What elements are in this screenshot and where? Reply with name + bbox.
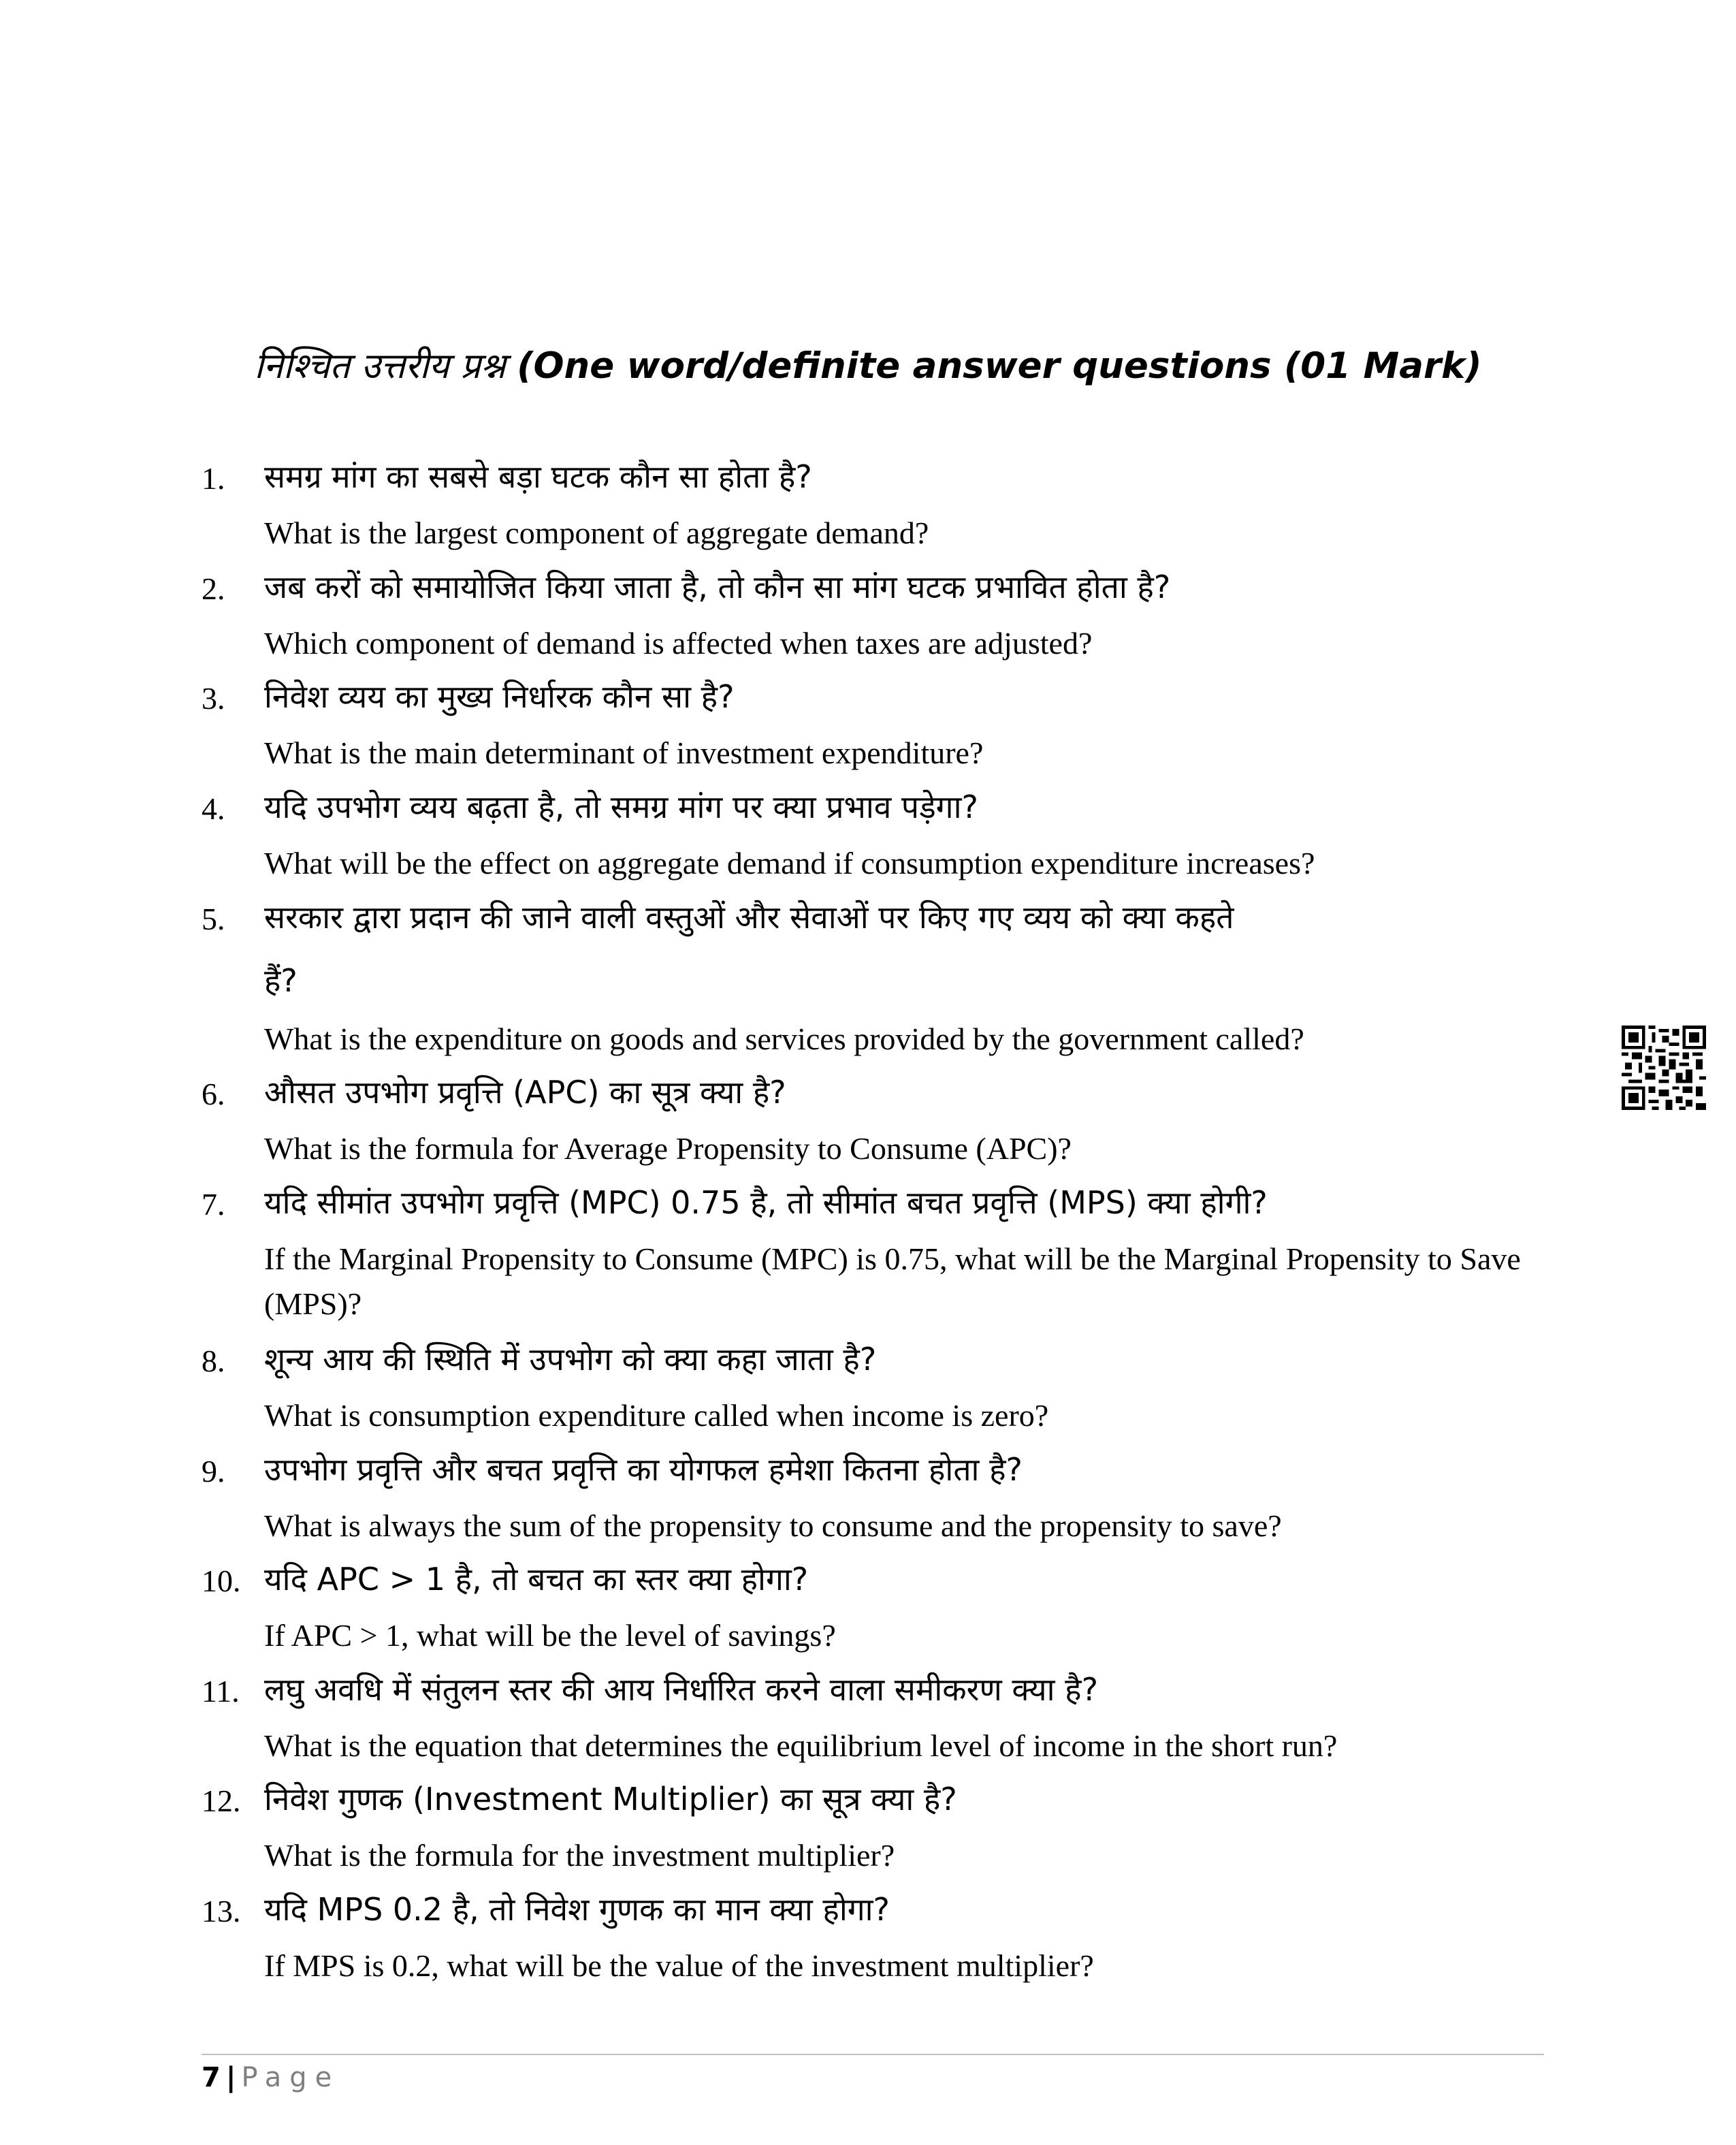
qr-code-icon[interactable] <box>1622 1026 1706 1110</box>
page-footer <box>202 2062 340 2093</box>
question-hindi: शून्य आय की स्थिति में उपभोग को क्या कहा जाता है? <box>264 1341 877 1378</box>
page-number: 7 <box>202 2062 221 2093</box>
question-english: What is the formula for Average Propensity to Consume (APC)? <box>264 1131 1072 1166</box>
question-english: What is the largest component of aggregate demand? <box>264 515 929 550</box>
question-number: 4. <box>202 791 225 826</box>
question-english: If APC > 1, what will be the level of savings? <box>264 1618 836 1653</box>
question-hindi: औसत उपभोग प्रवृत्ति (APC) का सूत्र क्या है? <box>264 1074 786 1111</box>
question-english: What is the equation that determines the equilibrium level of income in the short run? <box>264 1728 1338 1763</box>
question-number: 11. <box>202 1674 240 1709</box>
page-label: Page <box>241 2062 340 2093</box>
question-number: 8. <box>202 1344 225 1378</box>
question-english: What is the main determinant of investment expenditure? <box>264 735 984 770</box>
question-english: What is always the sum of the propensity to consume and the propensity to save? <box>264 1508 1282 1543</box>
question-hindi: यदि सीमांत उपभोग प्रवृत्ति (MPC) 0.75 है, तो सीमांत बचत प्रवृत्ति (MPS) क्या होगी? <box>264 1184 1268 1221</box>
question-hindi: समग्र मांग का सबसे बड़ा घटक कौन सा होता है? <box>264 458 812 495</box>
question-english: What is the formula for the investment multiplier? <box>264 1838 895 1873</box>
question-hindi: जब करों को समायोजित किया जाता है, तो कौन सा मांग घटक प्रभावित होता है? <box>264 569 1171 605</box>
page-heading <box>0 340 1736 389</box>
heading-english: (One word/definite answer questions (01 Mark) <box>517 345 1482 387</box>
question-hindi: यदि उपभोग व्यय बढ़ता है, तो समग्र मांग पर क्या प्रभाव पड़ेगा? <box>264 789 978 825</box>
question-number: 6. <box>202 1077 225 1111</box>
question-number: 3. <box>202 681 225 716</box>
heading-hindi: निश्चित उत्तरीय प्रश्न <box>254 346 517 387</box>
question-number: 12. <box>202 1783 241 1818</box>
question-number: 7. <box>202 1187 225 1222</box>
question-number: 1. <box>202 461 225 496</box>
question-number: 10. <box>202 1563 241 1598</box>
question-hindi-continued: हैं? <box>264 962 298 999</box>
question-english: Which component of demand is affected when taxes are adjusted? <box>264 626 1093 661</box>
question-number: 5. <box>202 902 225 936</box>
question-english: What will be the effect on aggregate demand if consumption expenditure increases? <box>264 846 1315 880</box>
question-hindi: यदि MPS 0.2 है, तो निवेश गुणक का मान क्या होगा? <box>264 1891 890 1928</box>
question-english: If MPS is 0.2, what will be the value of the investment multiplier? <box>264 1948 1094 1983</box>
question-english: What is consumption expenditure called when income is zero? <box>264 1398 1049 1433</box>
question-hindi: उपभोग प्रवृत्ति और बचत प्रवृत्ति का योगफल हमेशा कितना होता है? <box>264 1451 1023 1488</box>
footer-separator: | <box>225 2062 236 2093</box>
question-number: 2. <box>202 571 225 606</box>
question-hindi: लघु अवधि में संतुलन स्तर की आय निर्धारित करने वाला समीकरण क्या है? <box>264 1671 1098 1708</box>
question-english: What is the expenditure on goods and services provided by the government called? <box>264 1021 1304 1056</box>
question-english: If the Marginal Propensity to Consume (MPC) is 0.75, what will be the Marginal Propensity to Save (MPS)? <box>264 1241 1521 1321</box>
question-hindi: यदि APC > 1 है, तो बचत का स्तर क्या होगा? <box>264 1561 809 1598</box>
question-number: 13. <box>202 1894 241 1928</box>
question-number: 9. <box>202 1454 225 1489</box>
question-hindi: निवेश व्यय का मुख्य निर्धारक कौन सा है? <box>264 678 735 715</box>
question-hindi: निवेश गुणक (Investment Multiplier) का सूत्र क्या है? <box>264 1781 957 1817</box>
question-hindi: सरकार द्वारा प्रदान की जाने वाली वस्तुओं और सेवाओं पर किए गए व्यय को क्या कहते <box>264 899 1234 936</box>
footer-divider <box>202 2054 1544 2055</box>
